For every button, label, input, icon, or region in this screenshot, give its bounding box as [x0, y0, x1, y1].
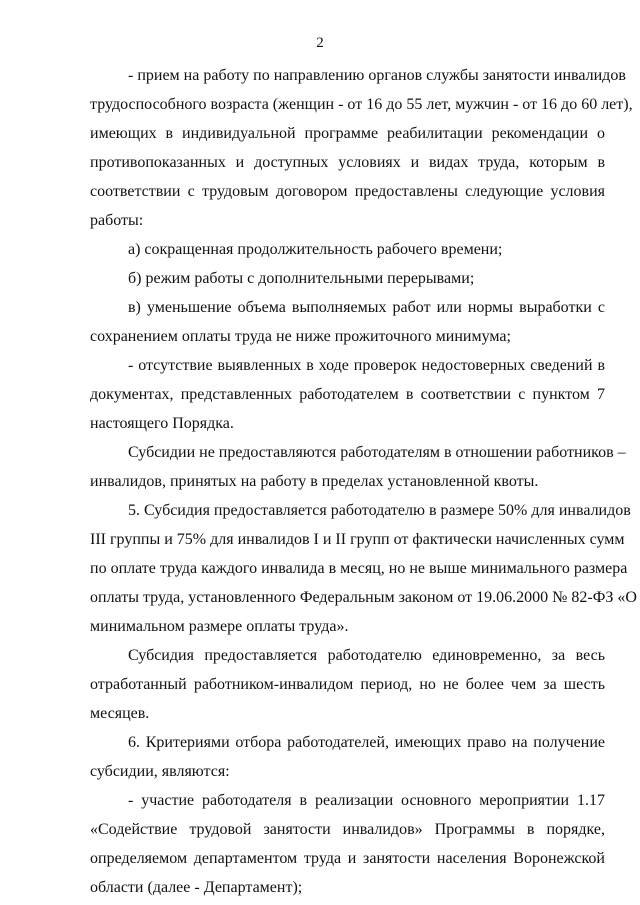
text-line: «Содействие трудовой занятости инвалидов» Программы в порядке, [90, 821, 605, 838]
text-line: имеющих в индивидуальной программе реабилитации рекомендации о [90, 125, 605, 142]
text-line: противопоказанных и доступных условиях и видах труда, которым в [90, 154, 605, 171]
text-line: субсидии, являются: [90, 763, 230, 780]
text-line: - отсутствие выявленных в ходе проверок недостоверных сведений в [128, 357, 605, 374]
text-line: отработанный работником-инвалидом период, но не более чем за шесть [90, 676, 605, 693]
text-line: Субсидия предоставляется работодателю единовременно, за весь [128, 647, 605, 664]
text-line: работы: [90, 212, 144, 229]
text-line: - участие работодателя в реализации основного мероприятии 1.17 [128, 792, 605, 809]
text-line: трудоспособного возраста (женщин - от 16 до 55 лет, мужчин - от 16 до 60 лет), [90, 96, 633, 113]
text-line: по оплате труда каждого инвалида в месяц, но не выше минимального размера [90, 560, 628, 577]
text-line: определяемом департаментом труда и занятости населения Воронежской [90, 850, 605, 867]
text-line: III группы и 75% для инвалидов I и II групп от фактически начисленных сумм [90, 531, 625, 548]
text-line: а) сокращенная продолжительность рабочего времени; [128, 241, 503, 258]
text-line: оплаты труда, установленного Федеральным законом от 19.06.2000 № 82-ФЗ «О [90, 589, 637, 606]
text-line: 6. Критериями отбора работодателей, имеющих право на получение [128, 734, 605, 751]
text-line: настоящего Порядка. [90, 415, 234, 432]
text-line: документах, представленных работодателем в соответствии с пунктом 7 [90, 386, 605, 403]
text-line: б) режим работы с дополнительными перерывами; [128, 270, 475, 287]
text-line: 5. Субсидия предоставляется работодателю в размере 50% для инвалидов [128, 502, 631, 519]
page-number: 2 [316, 35, 324, 51]
text-line: соответствии с трудовым договором предоставлены следующие условия [90, 183, 605, 200]
text-line: Субсидии не предоставляются работодателям в отношении работников – [128, 444, 626, 461]
text-line: в) уменьшение объема выполняемых работ или нормы выработки с [128, 299, 605, 316]
text-line: области (далее - Департамент); [90, 879, 303, 896]
text-line: месяцев. [90, 705, 150, 722]
text-line: сохранением оплаты труда не ниже прожиточного минимума; [90, 328, 511, 345]
text-line: - прием на работу по направлению органов службы занятости инвалидов [128, 67, 626, 84]
text-line: минимальном размере оплаты труда». [90, 618, 349, 635]
text-line: инвалидов, принятых на работу в пределах установленной квоты. [90, 473, 539, 490]
